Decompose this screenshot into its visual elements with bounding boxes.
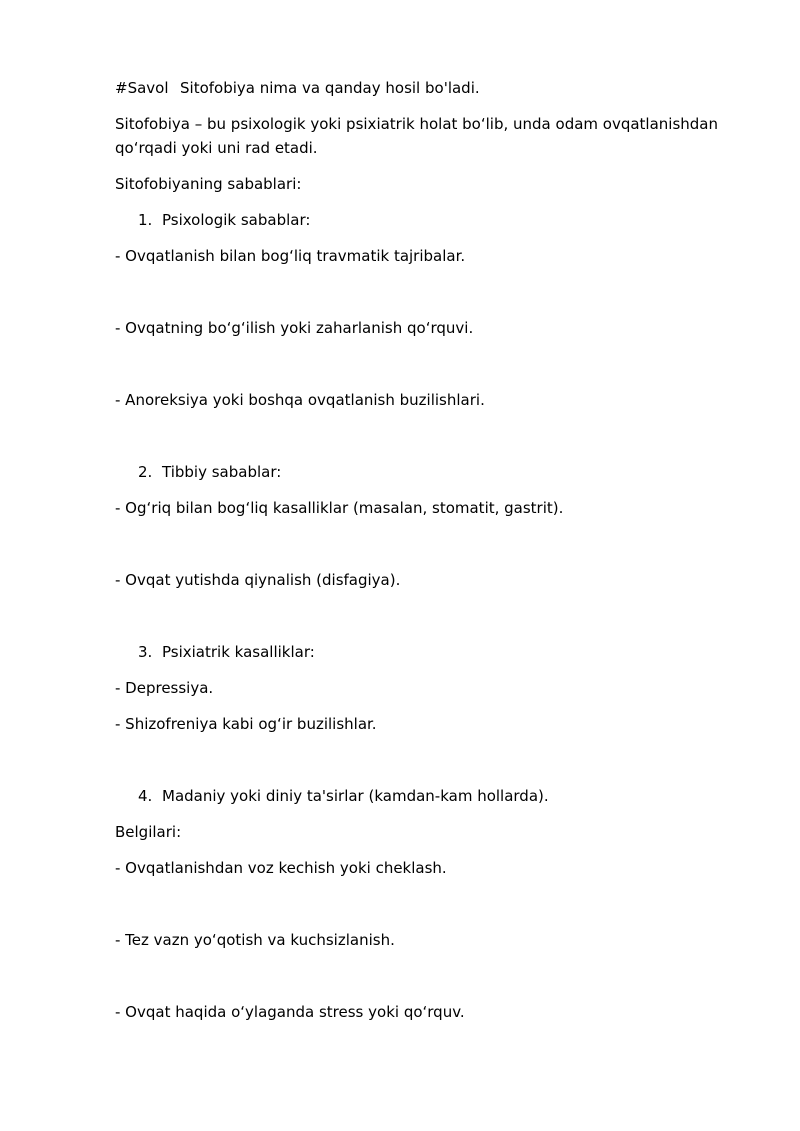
section-1-title: Psixologik sabablar: <box>162 211 311 229</box>
list-item: - Anoreksiya yoki boshqa ovqatlanish buzilishlari. <box>115 391 485 409</box>
list-item: - Ovqatlanishdan voz kechish yoki cheklash. <box>115 859 447 877</box>
section-4-number: 4. <box>138 787 153 805</box>
list-item: - Ovqatlanish bilan bog‘liq travmatik tajribalar. <box>115 247 466 265</box>
list-item: - Shizofreniya kabi og‘ir buzilishlar. <box>115 715 377 733</box>
section-4-heading <box>138 784 753 808</box>
list-item: - Ovqat haqida o‘ylaganda stress yoki qo‘rquv. <box>115 1003 465 1021</box>
list-item: - Og‘riq bilan bog‘liq kasalliklar (masalan, stomatit, gastrit). <box>115 499 564 517</box>
question-tag: #Savol <box>115 79 169 97</box>
causes-heading: Sitofobiyaning sabablari: <box>115 175 302 193</box>
section-2-heading <box>138 460 753 484</box>
question-text: Sitofobiya nima va qanday hosil bo'ladi. <box>180 79 480 97</box>
section-1-heading <box>138 208 753 232</box>
list-item: - Depressiya. <box>115 679 214 697</box>
definition-paragraph: Sitofobiya – bu psixologik yoki psixiatrik holat bo‘lib, unda odam ovqatlanishdan qo‘rqadi yoki uni rad etadi. <box>115 115 719 157</box>
list-item: - Ovqatning bo‘g‘ilish yoki zaharlanish qo‘rquvi. <box>115 319 474 337</box>
list-item: - Ovqat yutishda qiynalish (disfagiya). <box>115 571 401 589</box>
section-4-title: Madaniy yoki diniy ta'sirlar (kamdan-kam hollarda). <box>162 787 549 805</box>
section-3-title: Psixiatrik kasalliklar: <box>162 643 315 661</box>
section-2-title: Tibbiy sabablar: <box>162 463 282 481</box>
question-line <box>115 76 730 100</box>
section-3-heading <box>138 640 753 664</box>
list-item: - Tez vazn yo‘qotish va kuchsizlanish. <box>115 931 395 949</box>
section-2-number: 2. <box>138 463 153 481</box>
symptoms-heading: Belgilari: <box>115 823 182 841</box>
section-3-number: 3. <box>138 643 153 661</box>
section-1-number: 1. <box>138 211 153 229</box>
